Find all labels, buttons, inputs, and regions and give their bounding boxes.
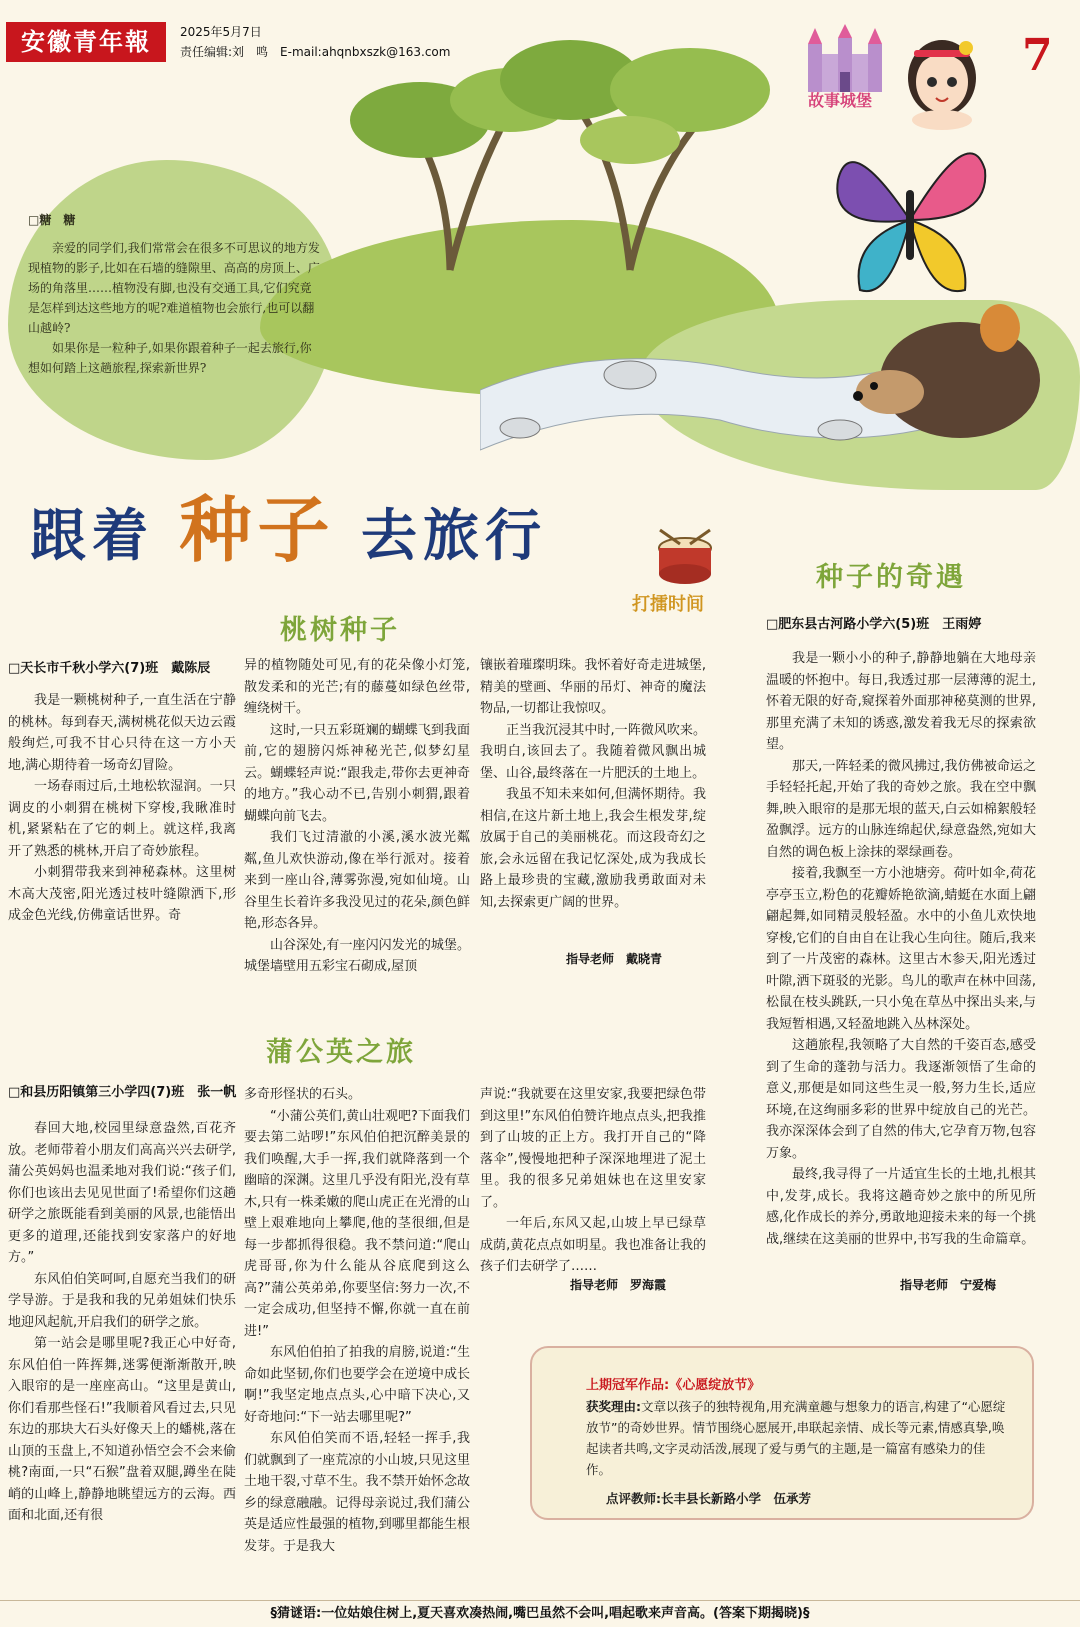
award-reason-label: 获奖理由: bbox=[586, 1399, 641, 1414]
story-column bbox=[244, 1084, 470, 1557]
paragraph: 我们飞过清澈的小溪,溪水波光粼粼,鱼儿欢快游动,像在举行派对。接着来到一座山谷,薄雾弥漫,宛如仙境。山谷里生长着许多我没见过的花朵,颜色鲜艳,形态各异。 bbox=[244, 830, 470, 931]
teacher-credit: 指导老师 宁爱梅 bbox=[900, 1278, 997, 1292]
story-column bbox=[480, 655, 706, 913]
story-column bbox=[8, 690, 236, 927]
section-label: 故事城堡 bbox=[808, 91, 873, 110]
paragraph: 小刺猬带我来到神秘森林。这里树木高大茂密,阳光透过枝叶缝隙洒下,形成金色光线,仿佛童话世界。奇 bbox=[8, 865, 236, 923]
teacher-credit: 指导老师 罗海霞 bbox=[570, 1278, 667, 1292]
paragraph: 东风伯伯拍了拍我的肩膀,说道:“生命如此坚韧,你们也要学会在逆境中成长啊!”我坚定地点点头,心中暗下决心,又好奇地问:“下一站去哪里呢?” bbox=[244, 1345, 470, 1425]
paragraph: 东风伯伯笑而不语,轻轻一挥手,我们就飘到了一座荒凉的小山坡,只见这里土地干裂,寸草不生。我不禁开始怀念故乡的绿意融融。记得母亲说过,我们蒲公英是适应性最强的植物,到哪里都能生根发芽。于是我大 bbox=[244, 1431, 470, 1554]
paragraph: 多奇形怪状的石头。 bbox=[244, 1087, 362, 1102]
story-byline: □天长市千秋小学六(7)班 戴陈辰 bbox=[8, 661, 211, 676]
story-column bbox=[8, 1118, 236, 1527]
paragraph: 春回大地,校园里绿意盎然,百花齐放。老师带着小朋友们高高兴兴去研学,蒲公英妈妈也温柔地对我们说:“孩子们,你们也该出去见见世面了!希望你们这趟研学之旅既能看到美丽的风景,也能悟出更多的道理,还能找到安家落户的好地方。” bbox=[8, 1121, 236, 1265]
editor-info: 责任编辑:刘 鸣 E-mail:ahqnbxszk@163.com bbox=[180, 45, 451, 59]
intro-author: □糖 糖 bbox=[28, 213, 76, 227]
award-reviewer: 点评教师:长丰县长新路小学 伍承芳 bbox=[606, 1491, 811, 1506]
contest-label: 打擂时间 bbox=[632, 594, 704, 615]
paragraph: 第一站会是哪里呢?我正心中好奇,东风伯伯一阵挥舞,迷雾便渐渐散开,映入眼帘的是一座座高山。“这里是黄山,你们看那些怪石!”我顺着风看过去,只见东边的那块大石头好像天上的蟠桃,落在山顶的玉盘上,不知道孙悟空会不会来偷桃?南面,一只“石猴”盘着双腿,蹲坐在陡峭的山峰上,静静地眺望远方的云海。西面和北面,还有很 bbox=[8, 1336, 236, 1523]
castle-icon bbox=[800, 24, 890, 94]
paragraph: 声说:“我就要在这里安家,我要把绿色带到这里!”东风伯伯赞许地点点头,把我推到了山坡的正上方。我打开自己的“降落伞”,慢慢地把种子深深地埋进了泥土里。我的很多兄弟姐妹也在这里安家了。 bbox=[480, 1087, 706, 1210]
paragraph: 这时,一只五彩斑斓的蝴蝶飞到我面前,它的翅膀闪烁神秘光芒,似梦幻星云。蝴蝶轻声说:“跟我走,带你去更神奇的地方。”我心动不已,告别小刺猬,跟着蝴蝶向前飞去。 bbox=[244, 722, 470, 824]
paragraph: 这趟旅程,我领略了大自然的千姿百态,感受到了生命的蓬勃与活力。我逐渐领悟了生命的意义,那便是如同这些生灵一般,努力生长,适应环境,在这绚丽多彩的世界中绽放自己的光芒。我亦深深体会到了自然的伟大,它孕育万物,包容万象。 bbox=[766, 1038, 1036, 1161]
paragraph: 一年后,东风又起,山坡上早已绿草成荫,黄花点点如明星。我也准备让我的孩子们去研学了…… bbox=[480, 1216, 706, 1274]
page-headline bbox=[30, 472, 547, 576]
intro-paragraph: 如果你是一粒种子,如果你跟着种子一起去旅行,你想如何踏上这趟旅程,探索新世界? bbox=[28, 341, 312, 375]
award-title: 上期冠军作品:《心愿绽放节》 bbox=[586, 1378, 761, 1393]
story-title: 种子的奇遇 bbox=[816, 562, 966, 593]
paragraph: 我虽不知未来如何,但满怀期待。我相信,在这片新土地上,我会生根发芽,绽放属于自己的美丽桃花。而这段奇幻之旅,会永远留在我记忆深处,成为我成长路上最珍贵的宝藏,激励我勇敢面对未知,去探索更广阔的世界。 bbox=[480, 787, 706, 910]
hedgehog-icon bbox=[850, 300, 1050, 450]
trees-illustration bbox=[300, 20, 780, 280]
story-byline: □和县历阳镇第三小学四(7)班 张一帆 bbox=[8, 1085, 237, 1100]
newspaper-logo: 安徽青年報 bbox=[6, 22, 166, 62]
headline-part: 去旅行 bbox=[361, 504, 548, 569]
paragraph: 异的植物随处可见,有的花朵像小灯笼,散发柔和的光芒;有的藤蔓如绿色丝带,缠绕树干。 bbox=[244, 658, 470, 716]
headline-highlight: 种子 bbox=[179, 488, 336, 572]
story-title: 桃树种子 bbox=[280, 615, 400, 646]
paragraph: 镶嵌着璀璨明珠。我怀着好奇走进城堡,精美的壁画、华丽的吊灯、神奇的魔法物品,一切都让我惊叹。 bbox=[480, 658, 706, 716]
paragraph: 山谷深处,有一座闪闪发光的城堡。城堡墙壁用五彩宝石砌成,屋顶 bbox=[244, 937, 470, 974]
paragraph: 正当我沉浸其中时,一阵微风吹来。我明白,该回去了。我随着微风飘出城堡、山谷,最终落在一片肥沃的土地上。 bbox=[480, 722, 706, 781]
drum-icon bbox=[650, 528, 720, 588]
award-reason bbox=[586, 1396, 1006, 1480]
paragraph: 我是一颗小小的种子,静静地躺在大地母亲温暖的怀抱中。每日,我透过那一层薄薄的泥土,怀着无限的好奇,窥探着外面那神秘莫测的世界,那里充满了未知的诱惑,激发着我无尽的探索欲望。 bbox=[766, 651, 1036, 752]
issue-date: 2025年5月7日 bbox=[180, 25, 262, 39]
paragraph: 我是一颗桃树种子,一直生活在宁静的桃林。每到春天,满树桃花似天边云霞般绚烂,可我不甘心只待在这一方小天地,满心期待着一场奇幻冒险。 bbox=[8, 693, 236, 773]
girl-avatar bbox=[900, 20, 990, 130]
paragraph: 一场春雨过后,土地松软湿润。一只调皮的小刺猬在桃树下穿梭,我瞅准时机,紧紧粘在了它的刺上。就这样,我离开了熟悉的桃林,开启了奇妙旅程。 bbox=[8, 779, 236, 859]
award-reason-text: 文章以孩子的独特视角,用充满童趣与想象力的语言,构建了“心愿绽放节”的奇妙世界。情节围绕心愿展开,串联起亲情、成长等元素,情感真挚,唤起读者共鸣,文字灵动活泼,展现了爱与勇气的主题,是一篇富有感染力的佳作。 bbox=[586, 1399, 1006, 1477]
paragraph: 那天,一阵轻柔的微风拂过,我仿佛被命运之手轻轻托起,开始了我的奇妙之旅。我在空中飘舞,映入眼帘的是那无垠的蓝天,白云如棉絮般轻盈飘浮。远方的山脉连绵起伏,绿意盎然,宛如大自然的调色板上涂抹的翠绿画卷。 bbox=[766, 758, 1036, 860]
story-title: 蒲公英之旅 bbox=[266, 1037, 416, 1068]
page-number: 7 bbox=[1022, 30, 1053, 81]
paragraph: “小蒲公英们,黄山壮观吧?下面我们要去第二站啰!”东风伯伯把沉醉美景的我们唤醒,大手一挥,我们就降落到一个幽暗的深渊。这里几乎没有阳光,没有草木,只有一株柔嫩的爬山虎正在光滑的山壁上艰难地向上攀爬,他的茎很细,但是每一步都抓得很稳。我不禁问道:“爬山虎哥哥,你为什么能从谷底爬到这么高?”蒲公英弟弟,你要坚信:努力一次,不一定会成功,但坚持不懈,你就一直在前进!” bbox=[244, 1108, 470, 1339]
story-column bbox=[766, 648, 1036, 1250]
butterfly-icon bbox=[830, 120, 990, 310]
story-column bbox=[480, 1084, 706, 1278]
headline-part: 跟着 bbox=[30, 504, 154, 569]
story-column bbox=[244, 655, 470, 978]
paragraph: 最终,我寻得了一片适宜生长的土地,扎根其中,发芽,成长。我将这趟奇妙之旅中的所见所感,化作成长的养分,勇敢地迎接未来的每一个挑战,继续在这美丽的世界中,书写我的生命篇章。 bbox=[766, 1167, 1036, 1247]
intro-text bbox=[28, 210, 320, 378]
story-byline: □肥东县古河路小学六(5)班 王雨婷 bbox=[766, 617, 982, 632]
paragraph: 东风伯伯笑呵呵,自愿充当我们的研学导游。于是我和我的兄弟姐妹们快乐地迎风起航,开启我们的研学之旅。 bbox=[8, 1271, 236, 1330]
teacher-credit: 指导老师 戴晓青 bbox=[566, 952, 663, 966]
intro-paragraph: 亲爱的同学们,我们常常会在很多不可思议的地方发现植物的影子,比如在石墙的缝隙里、高高的房顶上、广场的角落里……植物没有脚,也没有交通工具,它们究竟是怎样到达这些地方的呢?难道植物也会旅行,也可以翻山越岭? bbox=[28, 241, 320, 335]
paragraph: 接着,我飘至一方小池塘旁。荷叶如伞,荷花亭亭玉立,粉色的花瓣娇艳欲滴,蜻蜓在水面上翩翩起舞,如同精灵般轻盈。水中的小鱼儿欢快地穿梭,它们的自由自在让我心生向往。随后,我来到了一片茂密的森林。这里古木参天,阳光透过叶隙,洒下斑驳的光影。鸟儿的歌声在林中回荡,松鼠在枝头跳跃,一只小兔在草丛中探出头来,与我短暂相遇,又轻盈地跳入丛林深处。 bbox=[766, 866, 1036, 1032]
riddle-footer: §猜谜语:一位姑娘住树上,夏天喜欢凑热闹,嘴巴虽然不会叫,唱起歌来声音高。(答案下期揭晓)§ bbox=[0, 1600, 1080, 1627]
